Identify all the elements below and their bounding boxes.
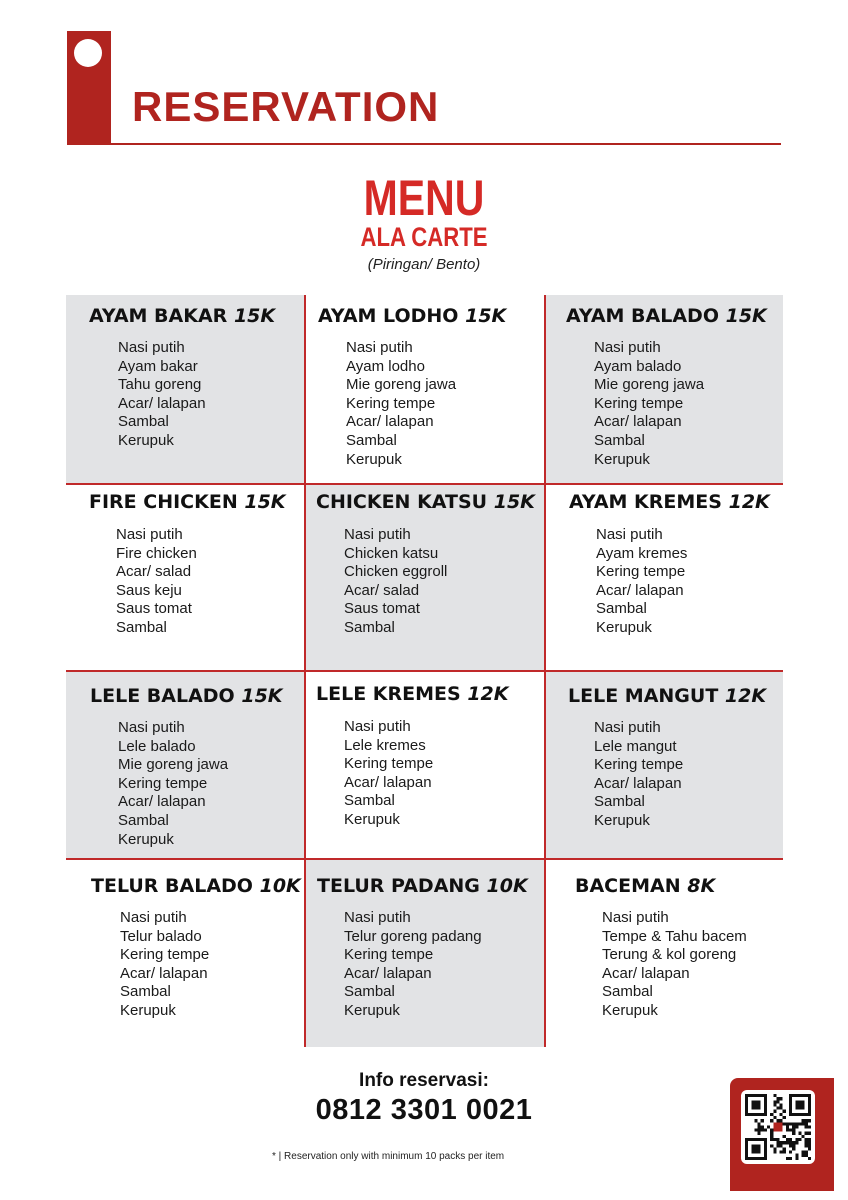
menu-item-line: Sambal bbox=[594, 431, 645, 449]
menu-item-name: AYAM BAKAR bbox=[89, 305, 228, 327]
menu-item-title bbox=[316, 683, 509, 705]
menu-item-line: Sambal bbox=[118, 413, 169, 431]
menu-item-line: Kering tempe bbox=[344, 946, 434, 964]
menu-item-name: AYAM KREMES bbox=[569, 491, 722, 513]
menu-item-line: Kerupuk bbox=[344, 810, 400, 828]
header-accent-block bbox=[67, 31, 111, 145]
menu-item-title bbox=[569, 491, 770, 513]
menu-item-price: 15K bbox=[493, 491, 535, 513]
menu-item-price: 8K bbox=[687, 875, 716, 897]
menu-item-line: Sambal bbox=[118, 811, 169, 829]
menu-item-card bbox=[66, 858, 304, 1047]
menu-item-line: Ayam kremes bbox=[596, 544, 688, 562]
menu-item-card bbox=[304, 295, 544, 483]
menu-item-line: Kering tempe bbox=[594, 756, 684, 774]
menu-grid bbox=[66, 295, 783, 1047]
menu-item-line: Acar/ lalapan bbox=[594, 413, 682, 431]
menu-item-line: Nasi putih bbox=[344, 909, 411, 926]
menu-item-card bbox=[304, 858, 544, 1047]
menu-item-line: Kerupuk bbox=[346, 450, 402, 468]
menu-item-line: Sambal bbox=[596, 600, 647, 618]
menu-item-line: Sambal bbox=[344, 618, 395, 636]
menu-item-line: Lele mangut bbox=[594, 737, 677, 755]
page-title: RESERVATION bbox=[132, 83, 440, 130]
menu-item-line: Sambal bbox=[344, 792, 395, 810]
menu-item-title bbox=[316, 491, 535, 513]
menu-item-name: FIRE CHICKEN bbox=[89, 491, 238, 513]
menu-item-price: 15K bbox=[725, 305, 767, 327]
grid-divider-horizontal bbox=[66, 483, 783, 485]
menu-item-line: Kerupuk bbox=[118, 830, 174, 848]
menu-item-contents bbox=[344, 718, 433, 830]
menu-item-name: AYAM BALADO bbox=[566, 305, 719, 327]
menu-item-line: Acar/ salad bbox=[344, 581, 420, 599]
menu-item-line: Nasi putih bbox=[344, 526, 411, 543]
menu-item-line: Sambal bbox=[116, 618, 167, 636]
menu-item-contents bbox=[120, 909, 209, 1021]
menu-item-line: Nasi putih bbox=[120, 909, 187, 926]
menu-item-line: Kerupuk bbox=[602, 1001, 658, 1019]
menu-item-line: Kerupuk bbox=[118, 431, 174, 449]
menu-item-card bbox=[304, 483, 544, 670]
menu-item-contents bbox=[344, 909, 482, 1021]
menu-item-title bbox=[318, 305, 506, 327]
menu-item-line: Mie goreng jawa bbox=[346, 376, 457, 394]
menu-heading bbox=[0, 172, 848, 273]
menu-item-name: CHICKEN KATSU bbox=[316, 491, 488, 513]
menu-item-line: Kering tempe bbox=[594, 394, 684, 412]
menu-item-title bbox=[566, 305, 767, 327]
menu-item-line: Mie goreng jawa bbox=[118, 756, 229, 774]
menu-item-line: Nasi putih bbox=[602, 909, 669, 926]
menu-item-line: Acar/ lalapan bbox=[120, 964, 208, 982]
menu-item-line: Saus tomat bbox=[344, 600, 420, 618]
menu-item-line: Ayam lodho bbox=[346, 357, 425, 375]
menu-item-price: 15K bbox=[241, 685, 283, 707]
menu-item-line: Nasi putih bbox=[118, 339, 185, 356]
menu-item-price: 12K bbox=[724, 685, 767, 707]
menu-item-line: Nasi putih bbox=[594, 339, 661, 356]
menu-item-name: LELE KREMES bbox=[316, 683, 461, 705]
menu-item-line: Nasi putih bbox=[344, 718, 411, 735]
menu-item-line: Tahu goreng bbox=[118, 376, 202, 394]
menu-item-name: LELE MANGUT bbox=[568, 685, 719, 707]
menu-item-contents bbox=[118, 339, 206, 451]
menu-item-line: Acar/ lalapan bbox=[118, 793, 206, 811]
menu-item-line: Acar/ lalapan bbox=[344, 773, 432, 791]
grid-divider-horizontal bbox=[66, 858, 783, 860]
menu-item-line: Saus keju bbox=[116, 581, 182, 599]
menu-item-name: BACEMAN bbox=[575, 875, 681, 897]
menu-item-card bbox=[544, 295, 783, 483]
menu-item-price: 15K bbox=[244, 491, 286, 513]
menu-item-name: LELE BALADO bbox=[90, 685, 235, 707]
menu-item-line: Kerupuk bbox=[594, 811, 650, 829]
menu-item-contents bbox=[116, 526, 197, 638]
menu-item-line: Nasi putih bbox=[596, 526, 663, 543]
menu-item-line: Kerupuk bbox=[596, 618, 652, 636]
menu-item-line: Tempe & Tahu bacem bbox=[602, 927, 747, 945]
menu-item-line: Kering tempe bbox=[346, 394, 436, 412]
menu-item-name: AYAM LODHO bbox=[318, 305, 459, 327]
menu-item-price: 12K bbox=[467, 683, 509, 705]
menu-item-card bbox=[66, 483, 304, 670]
menu-item-line: Mie goreng jawa bbox=[594, 376, 705, 394]
menu-item-card bbox=[304, 670, 544, 858]
menu-item-price: 10K bbox=[486, 875, 528, 897]
menu-item-line: Acar/ lalapan bbox=[602, 964, 690, 982]
footnote: * | Reservation only with minimum 10 packs per item bbox=[272, 1151, 505, 1162]
menu-item-line: Sambal bbox=[346, 431, 397, 449]
menu-item-line: Sambal bbox=[602, 983, 653, 1001]
menu-item-name: TELUR BALADO bbox=[91, 875, 253, 897]
menu-item-line: Saus tomat bbox=[116, 600, 192, 618]
menu-item-line: Acar/ lalapan bbox=[594, 774, 682, 792]
menu-item-line: Kerupuk bbox=[344, 1001, 400, 1019]
menu-item-contents bbox=[594, 339, 704, 469]
menu-item-line: Nasi putih bbox=[346, 339, 413, 356]
menu-item-line: Chicken katsu bbox=[344, 544, 439, 562]
menu-item-title bbox=[90, 685, 283, 707]
menu-item-line: Acar/ lalapan bbox=[344, 964, 432, 982]
menu-item-price: 15K bbox=[233, 305, 276, 327]
menu-item-line: Terung & kol goreng bbox=[602, 946, 737, 964]
info-phone: 0812 3301 0021 bbox=[315, 1094, 533, 1126]
menu-item-line: Sambal bbox=[594, 793, 645, 811]
info-label: Info reservasi: bbox=[359, 1070, 489, 1091]
menu-item-title bbox=[91, 875, 301, 897]
menu-item-title bbox=[89, 305, 275, 327]
menu-item-line: Acar/ lalapan bbox=[118, 394, 206, 412]
qr-badge bbox=[730, 1078, 834, 1191]
menu-item-line: Telur balado bbox=[120, 927, 202, 945]
menu-item-line: Ayam balado bbox=[594, 357, 682, 375]
menu-item-line: Kering tempe bbox=[344, 755, 434, 773]
menu-item-line: Lele balado bbox=[118, 737, 196, 755]
menu-item-line: Acar/ lalapan bbox=[596, 581, 684, 599]
menu-item-line: Nasi putih bbox=[116, 526, 183, 543]
menu-item-line: Sambal bbox=[344, 983, 395, 1001]
menu-item-card bbox=[544, 858, 783, 1047]
menu-item-line: Ayam bakar bbox=[118, 357, 198, 375]
qr-code-icon bbox=[741, 1090, 815, 1164]
menu-item-card bbox=[544, 670, 783, 858]
menu-item-price: 10K bbox=[259, 875, 301, 897]
menu-item-name: TELUR PADANG bbox=[317, 875, 480, 897]
menu-item-line: Chicken eggroll bbox=[344, 563, 448, 581]
menu-item-line: Kering tempe bbox=[118, 774, 208, 792]
menu-item-contents bbox=[596, 526, 687, 638]
header-dot bbox=[74, 39, 102, 67]
menu-item-contents bbox=[594, 719, 683, 831]
menu-item-line: Acar/ lalapan bbox=[346, 413, 434, 431]
menu-item-line: Nasi putih bbox=[594, 719, 661, 736]
menu-item-price: 12K bbox=[728, 491, 770, 513]
menu-item-line: Nasi putih bbox=[118, 719, 185, 736]
menu-subtitle: ALA CARTE bbox=[360, 222, 488, 252]
menu-item-line: Lele kremes bbox=[344, 736, 426, 754]
menu-item-title bbox=[575, 875, 715, 897]
menu-item-card bbox=[66, 670, 304, 858]
menu-item-line: Kering tempe bbox=[120, 946, 210, 964]
menu-note: (Piringan/ Bento) bbox=[367, 256, 481, 273]
menu-item-card bbox=[544, 483, 783, 670]
menu-title: MENU bbox=[363, 170, 485, 226]
menu-item-line: Sambal bbox=[120, 983, 171, 1001]
menu-item-line: Acar/ salad bbox=[116, 563, 192, 581]
menu-item-line: Kering tempe bbox=[596, 563, 686, 581]
menu-item-contents bbox=[118, 719, 228, 849]
menu-item-title bbox=[568, 685, 766, 707]
menu-item-contents bbox=[344, 526, 447, 638]
menu-item-title bbox=[89, 491, 286, 513]
menu-item-line: Telur goreng padang bbox=[344, 927, 482, 945]
menu-item-title bbox=[317, 875, 528, 897]
grid-divider-horizontal bbox=[66, 670, 783, 672]
header-underline bbox=[111, 143, 781, 145]
menu-item-contents bbox=[346, 339, 456, 469]
menu-item-card bbox=[66, 295, 304, 483]
menu-item-line: Fire chicken bbox=[116, 544, 197, 562]
menu-item-line: Kerupuk bbox=[594, 450, 650, 468]
menu-item-line: Kerupuk bbox=[120, 1001, 176, 1019]
menu-item-price: 15K bbox=[465, 305, 507, 327]
menu-item-contents bbox=[602, 909, 747, 1021]
